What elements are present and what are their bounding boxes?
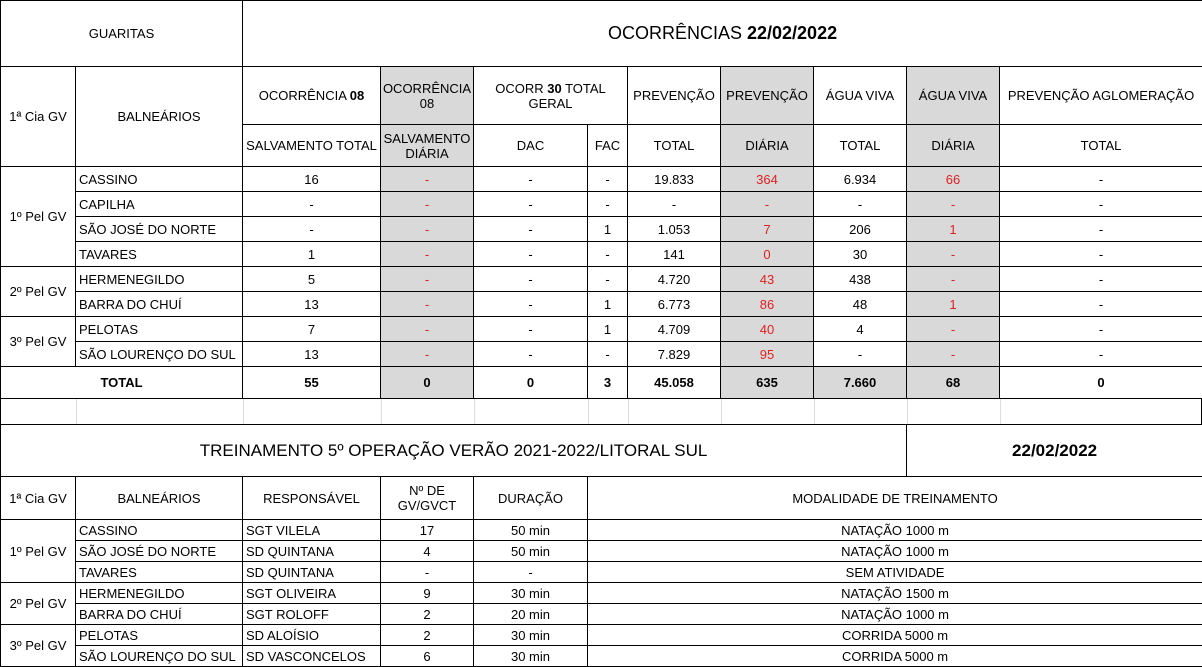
beach-name: HERMENEGILDO <box>76 267 243 292</box>
total-cell: 68 <box>907 367 1000 399</box>
beach-name: TAVARES <box>76 562 243 583</box>
modality: NATAÇÃO 1000 m <box>588 604 1202 625</box>
modality: NATAÇÃO 1000 m <box>588 541 1202 562</box>
cell: - <box>474 217 588 242</box>
cell: - <box>474 342 588 367</box>
responsible: SGT VILELA <box>243 520 381 541</box>
beach-name: CAPILHA <box>76 192 243 217</box>
beach-name: SÃO JOSÉ DO NORTE <box>76 217 243 242</box>
cell: 86 <box>721 292 814 317</box>
cell: - <box>243 192 381 217</box>
salvamento-diaria-header: SALVAMENTO DIÁRIA <box>381 125 474 167</box>
cell: 1 <box>588 217 628 242</box>
cell: - <box>1000 267 1202 292</box>
table-row <box>1 192 1202 217</box>
beach-name: PELOTAS <box>76 317 243 342</box>
cell: - <box>907 342 1000 367</box>
table-row <box>1 604 1202 625</box>
prevaglo-total-sub: TOTAL <box>1000 125 1202 167</box>
prevention-total-header: PREVENÇÃO <box>628 67 721 125</box>
cell: 6 <box>381 646 474 667</box>
table-row <box>1 646 1202 667</box>
fac-header: FAC <box>588 125 628 167</box>
cell: 4 <box>381 541 474 562</box>
training-table <box>0 424 1202 667</box>
total-row <box>1 367 1202 399</box>
cell: - <box>1000 342 1202 367</box>
cell: 66 <box>907 167 1000 192</box>
cell: - <box>381 217 474 242</box>
occ08-daily-header: OCORRÊNCIA 08 <box>381 67 474 125</box>
cell: 438 <box>814 267 907 292</box>
cell: 17 <box>381 520 474 541</box>
group-label: 3º Pel GV <box>1 317 76 367</box>
table-row <box>1 292 1202 317</box>
cell: 1.053 <box>628 217 721 242</box>
modality: NATAÇÃO 1500 m <box>588 583 1202 604</box>
cell: - <box>588 267 628 292</box>
cell: - <box>381 317 474 342</box>
table-row <box>1 267 1202 292</box>
cell: 5 <box>243 267 381 292</box>
beach-name: SÃO LOURENÇO DO SUL <box>76 646 243 667</box>
cell: 95 <box>721 342 814 367</box>
beach-name: BARRA DO CHUÍ <box>76 604 243 625</box>
group-label: 1º Pel GV <box>1 520 76 583</box>
occurrences-title: OCORRÊNCIAS 22/02/2022 <box>243 1 1202 67</box>
cell: - <box>381 192 474 217</box>
responsible: SGT OLIVEIRA <box>243 583 381 604</box>
cell: - <box>1000 292 1202 317</box>
prevention-daily-header: PREVENÇÃO <box>721 67 814 125</box>
cell: - <box>907 242 1000 267</box>
beach-name: BARRA DO CHUÍ <box>76 292 243 317</box>
cell: - <box>381 167 474 192</box>
table-row <box>1 562 1202 583</box>
cell: - <box>814 342 907 367</box>
table-row <box>1 625 1202 646</box>
cell: 43 <box>721 267 814 292</box>
cell: 50 min <box>474 520 588 541</box>
cell: - <box>243 217 381 242</box>
table-row <box>1 317 1202 342</box>
cell: 2 <box>381 625 474 646</box>
beach-name: HERMENEGILDO <box>76 583 243 604</box>
cell: 1 <box>907 217 1000 242</box>
cell: - <box>474 317 588 342</box>
total-label: TOTAL <box>1 367 243 399</box>
cell: - <box>1000 242 1202 267</box>
modalidade-header: MODALIDADE DE TREINAMENTO <box>588 477 1202 520</box>
total-cell: 3 <box>588 367 628 399</box>
total-cell: 635 <box>721 367 814 399</box>
modality: CORRIDA 5000 m <box>588 646 1202 667</box>
cell: 1 <box>907 292 1000 317</box>
cell: - <box>1000 317 1202 342</box>
cell: - <box>628 192 721 217</box>
training-title: TREINAMENTO 5º OPERAÇÃO VERÃO 2021-2022/LITORAL SUL <box>1 425 907 477</box>
cell: - <box>474 192 588 217</box>
agua-viva-daily-sub: DIÁRIA <box>907 125 1000 167</box>
balnearios-header: BALNEÁRIOS <box>76 477 243 520</box>
table-row <box>1 242 1202 267</box>
cell: 16 <box>243 167 381 192</box>
cell: - <box>588 167 628 192</box>
cell: 206 <box>814 217 907 242</box>
modality: SEM ATIVIDADE <box>588 562 1202 583</box>
guaritas-header: GUARITAS <box>1 1 243 67</box>
cia-header: 1ª Cia GV <box>1 477 76 520</box>
cell: 1 <box>588 317 628 342</box>
spacer-row <box>0 399 1202 424</box>
cell: 7.829 <box>628 342 721 367</box>
beach-name: CASSINO <box>76 520 243 541</box>
cell: - <box>721 192 814 217</box>
total-cell: 0 <box>1000 367 1202 399</box>
balnearios-header: BALNEÁRIOS <box>76 67 243 167</box>
cell: - <box>474 267 588 292</box>
group-label: 2º Pel GV <box>1 267 76 317</box>
responsible: SD VASCONCELOS <box>243 646 381 667</box>
modality: CORRIDA 5000 m <box>588 625 1202 646</box>
cell: - <box>381 342 474 367</box>
cell: - <box>907 317 1000 342</box>
table-row <box>1 520 1202 541</box>
cell: - <box>814 192 907 217</box>
cell: 13 <box>243 342 381 367</box>
beach-name: TAVARES <box>76 242 243 267</box>
beach-name: CASSINO <box>76 167 243 192</box>
duracao-header: DURAÇÃO <box>474 477 588 520</box>
cell: 40 <box>721 317 814 342</box>
responsavel-header: RESPONSÁVEL <box>243 477 381 520</box>
group-label: 3º Pel GV <box>1 625 76 667</box>
cell: 6.934 <box>814 167 907 192</box>
cell: 0 <box>721 242 814 267</box>
cell: 1 <box>588 292 628 317</box>
group-label: 1º Pel GV <box>1 167 76 267</box>
occ08-header: OCORRÊNCIA 08 <box>243 67 381 125</box>
table-row <box>1 167 1202 192</box>
cell: - <box>381 242 474 267</box>
cell: 2 <box>381 604 474 625</box>
table-row <box>1 541 1202 562</box>
cell: 9 <box>381 583 474 604</box>
group-label: 2º Pel GV <box>1 583 76 625</box>
cell: - <box>907 192 1000 217</box>
responsible: SD QUINTANA <box>243 562 381 583</box>
prevention-agglomeration-header: PREVENÇÃO AGLOMERAÇÃO <box>1000 67 1202 125</box>
cell: 141 <box>628 242 721 267</box>
agua-viva-daily-header: ÁGUA VIVA <box>907 67 1000 125</box>
cell: 13 <box>243 292 381 317</box>
cell: 30 <box>814 242 907 267</box>
cell: 7 <box>721 217 814 242</box>
cell: - <box>588 242 628 267</box>
total-cell: 45.058 <box>628 367 721 399</box>
cell: - <box>1000 167 1202 192</box>
cell: 19.833 <box>628 167 721 192</box>
ngv-header: Nº DE GV/GVCT <box>381 477 474 520</box>
cell: 6.773 <box>628 292 721 317</box>
cell: 48 <box>814 292 907 317</box>
beach-name: SÃO LOURENÇO DO SUL <box>76 342 243 367</box>
cell: - <box>474 242 588 267</box>
cell: - <box>474 562 588 583</box>
total-cell: 55 <box>243 367 381 399</box>
table-row <box>1 217 1202 242</box>
salvamento-total-header: SALVAMENTO TOTAL <box>243 125 381 167</box>
cia-header: 1ª Cia GV <box>1 67 76 167</box>
cell: 1 <box>243 242 381 267</box>
cell: 4 <box>814 317 907 342</box>
agua-viva-total-header: ÁGUA VIVA <box>814 67 907 125</box>
cell: - <box>474 167 588 192</box>
cell: - <box>907 267 1000 292</box>
cell: - <box>1000 192 1202 217</box>
total-cell: 0 <box>474 367 588 399</box>
cell: 50 min <box>474 541 588 562</box>
cell: - <box>588 342 628 367</box>
cell: - <box>381 267 474 292</box>
total-cell: 0 <box>381 367 474 399</box>
cell: 4.709 <box>628 317 721 342</box>
beach-name: PELOTAS <box>76 625 243 646</box>
dac-header: DAC <box>474 125 588 167</box>
modality: NATAÇÃO 1000 m <box>588 520 1202 541</box>
ocorr30-header: OCORR 30 TOTAL GERAL <box>474 67 628 125</box>
training-date: 22/02/2022 <box>907 425 1202 477</box>
responsible: SD QUINTANA <box>243 541 381 562</box>
cell: 30 min <box>474 583 588 604</box>
beach-name: SÃO JOSÉ DO NORTE <box>76 541 243 562</box>
table-row <box>1 583 1202 604</box>
cell: 20 min <box>474 604 588 625</box>
table-row <box>1 342 1202 367</box>
total-cell: 7.660 <box>814 367 907 399</box>
responsible: SD ALOÍSIO <box>243 625 381 646</box>
cell: 30 min <box>474 646 588 667</box>
cell: 4.720 <box>628 267 721 292</box>
responsible: SGT ROLOFF <box>243 604 381 625</box>
prevention-daily-sub: DIÁRIA <box>721 125 814 167</box>
agua-viva-total-sub: TOTAL <box>814 125 907 167</box>
prevention-total-sub: TOTAL <box>628 125 721 167</box>
cell: 364 <box>721 167 814 192</box>
cell: - <box>381 292 474 317</box>
cell: - <box>474 292 588 317</box>
cell: - <box>381 562 474 583</box>
cell: - <box>1000 217 1202 242</box>
cell: - <box>588 192 628 217</box>
cell: 7 <box>243 317 381 342</box>
cell: 30 min <box>474 625 588 646</box>
